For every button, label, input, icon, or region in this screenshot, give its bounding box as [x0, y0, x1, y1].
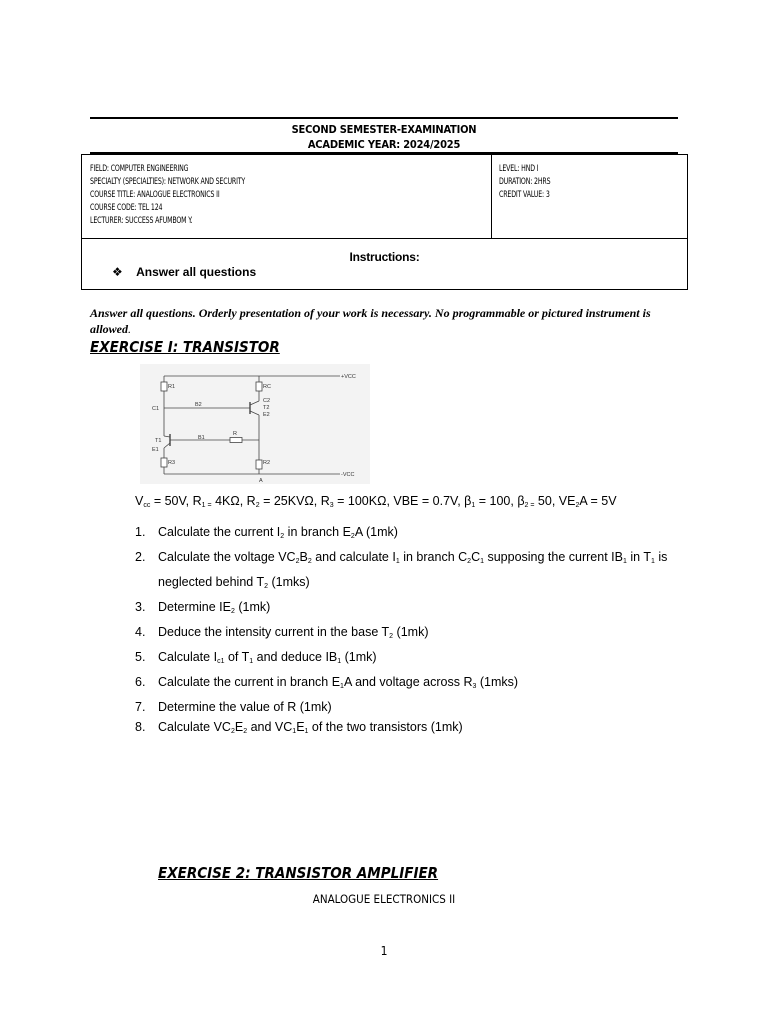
- c2-label: C2: [263, 398, 271, 404]
- instructions-heading: Instructions:: [349, 250, 420, 264]
- course-info-divider: [491, 154, 492, 239]
- field-text: FIELD: COMPUTER ENGINEERING: [90, 164, 189, 174]
- academic-year: ACADEMIC YEAR: 2024/2025: [307, 138, 461, 151]
- exercise2-title: EXERCISE 2: TRANSISTOR AMPLIFIER: [158, 864, 439, 882]
- instructions-box: [81, 238, 688, 290]
- course-code-text: COURSE CODE: TEL 124: [90, 203, 163, 213]
- level-text: LEVEL: HND I: [499, 164, 539, 174]
- question-item: 5. Calculate $I_{c1}$ of $T_1$ and deduce $IB_1$ (1mk): [135, 650, 377, 665]
- exam-intro: [90, 305, 690, 337]
- question-item: 6. Calculate the current in branch $E_1A$ and voltage across $R_3$ (1mks): [135, 675, 519, 690]
- credit-text: CREDIT VALUE: 3: [499, 190, 550, 200]
- question-item: 1. Calculate the current $I_2$ in branch $E_2A$ (1mk): [135, 525, 398, 540]
- rc-label: RC: [263, 384, 271, 390]
- r-label: R: [233, 431, 237, 437]
- question-item: 4. Deduce the intensity current in the base $T_2$ (1mk): [135, 625, 429, 640]
- e2-label: E2: [263, 412, 270, 418]
- exam-title: SECOND SEMESTER-EXAMINATION: [291, 123, 477, 136]
- vcc-pos-label: +VCC: [341, 374, 356, 380]
- course-info-right: [499, 163, 550, 202]
- instruction-item: [112, 265, 256, 279]
- c1-label: C1: [152, 406, 160, 412]
- duration-text: DURATION: 2HRS: [499, 177, 551, 187]
- course-info-left: [90, 163, 245, 228]
- question-item: 3. Determine $IE_2$ (1mk): [135, 600, 271, 615]
- page-number: 1: [380, 944, 388, 958]
- r1-label: R1: [168, 384, 176, 390]
- t1-label: T1: [155, 438, 162, 444]
- diamond-bullet-icon: ❖: [112, 265, 123, 279]
- question-item: 8. Calculate $VC_2E_2$ and $VC_1E_1$ of the two transistors (1mk): [135, 720, 463, 735]
- exam-intro-end: .: [128, 322, 131, 336]
- header-rule-top: [90, 117, 678, 119]
- specialty-text: SPECIALTY (SPECIALTIES): NETWORK AND SECURITY: [90, 177, 246, 187]
- b1-label: B1: [198, 435, 205, 441]
- a-node-label: A: [259, 478, 263, 484]
- lecturer-text: LECTURER: SUCCESS AFUMBOM Y.: [90, 216, 193, 226]
- exercise1-title: EXERCISE I: TRANSISTOR: [90, 338, 280, 356]
- question-item: 2. Calculate the voltage $VC_2B_2$ and calculate $I_1$ in branch $C_2C_1$ supposing the current $IB_1$ in $T_1$ is neglected behind $T_2$ (1mks): [135, 550, 668, 590]
- exam-intro-text: Answer all questions. Orderly presentation of your work is necessary. No programmable or pictured instrument is allowed: [90, 306, 651, 336]
- t2-label: T2: [263, 405, 270, 411]
- b2-label: B2: [195, 402, 202, 408]
- question-item: 7. Determine the value of R (1mk): [135, 700, 332, 714]
- vcc-neg-label: -VCC: [341, 472, 355, 478]
- footer-course: ANALOGUE ELECTRONICS II: [312, 892, 456, 906]
- course-title-text: COURSE TITLE: ANALOGUE ELECTRONICS II: [90, 190, 220, 200]
- given-values-text: $V_{cc} = 50V$, $R_{1 =}$ 4KΩ, $R_2 = 25KV\Omega$, $R_3 = 100K\Omega$, VBE = 0.7V, $\beta_1 = 100$, $\beta_{2 =}$ 50, $VE_2A = 5V$: [135, 494, 617, 509]
- transistor-circuit-diagram: [140, 364, 370, 484]
- r2-label: R2: [263, 460, 271, 466]
- instruction-item-text: Answer all questions: [136, 265, 257, 279]
- given-values: [135, 494, 617, 509]
- r3-label: R3: [168, 460, 176, 466]
- e1-label: E1: [152, 447, 159, 453]
- exercise1-questions: [135, 522, 695, 742]
